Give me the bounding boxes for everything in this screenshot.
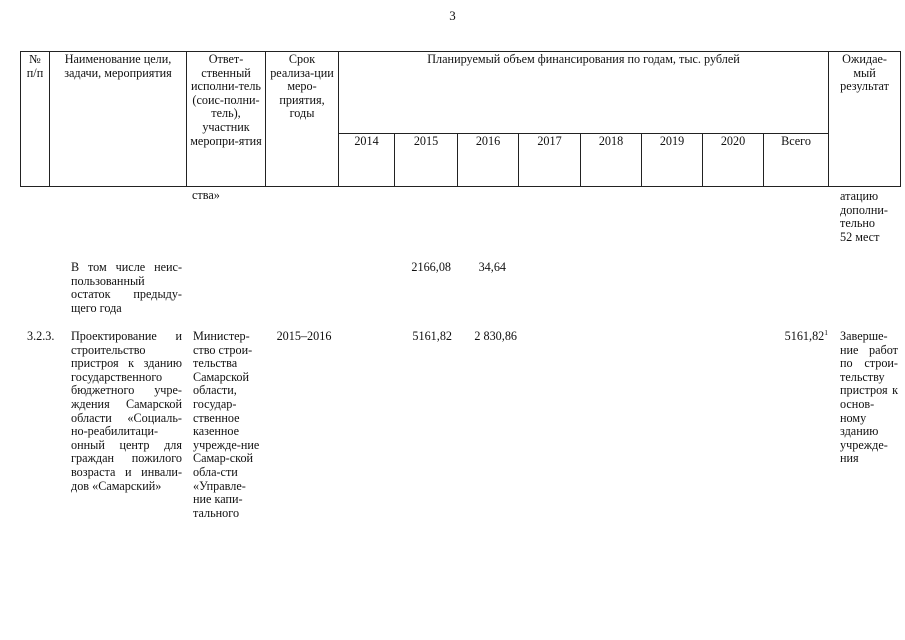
row-323-result: Заверше-ние работ по строи-тельству пристроя к основ-ному зданию учрежде-ния — [840, 329, 898, 466]
row-323-total-value: 5161,82 — [784, 329, 825, 343]
header-name: Наименование цели, задачи, мероприятия — [50, 52, 187, 187]
row-323-total — [770, 330, 828, 344]
header-year-2019: 2019 — [642, 134, 703, 187]
row-remainder-2015: 2166,08 — [411, 260, 451, 274]
header-year-2017: 2017 — [519, 134, 581, 187]
row-323-term: 2015–2016 — [276, 329, 332, 343]
header-funding: Планируемый объем финансирования по годам, тыс. рублей — [339, 52, 829, 134]
header-year-2014: 2014 — [339, 134, 395, 187]
header-total: Всего — [764, 134, 829, 187]
page-number: 3 — [449, 8, 456, 23]
row-323-2016: 2 830,86 — [474, 329, 517, 343]
row-323-2015: 5161,82 — [412, 329, 452, 343]
header-result: Ожидае-мый результат — [829, 52, 901, 187]
row-323-number: 3.2.3. — [27, 329, 55, 343]
header-year-2020: 2020 — [703, 134, 764, 187]
header-executor: Ответ-ственный исполни-тель (соис-полни-тель), участник меропри-ятия — [187, 52, 266, 187]
header-year-2018: 2018 — [581, 134, 642, 187]
financing-table-header — [20, 51, 901, 187]
row-remainder-2016: 34,64 — [478, 260, 506, 274]
header-year-2016: 2016 — [458, 134, 519, 187]
row-323-executor: Министер-ство строи-тельства Самарской области, государ-ственное казенное учрежде-ние Самар-ской обла-сти «Управле-ние капи-тального — [193, 329, 260, 520]
header-num: № п/п — [21, 52, 50, 187]
row-remainder-name: В том числе неис-пользованный остаток предыду-щего года — [71, 260, 182, 315]
row-323-name: Проектирование и строительство пристроя к зданию государственного бюджетного учре-ждения Самарской области «Социаль-но-реабилитаци-онный центр для граждан пожилого возраста и инвали-дов «Самарский» — [71, 329, 182, 493]
executor-continuation: ства» — [192, 188, 220, 202]
result-continuation: атацию дополни- тельно 52 мест — [840, 189, 888, 244]
header-term: Срок реализа-ции меро-приятия, годы — [266, 52, 339, 187]
footnote-marker: 1 — [824, 328, 828, 337]
header-year-2015: 2015 — [395, 134, 458, 187]
